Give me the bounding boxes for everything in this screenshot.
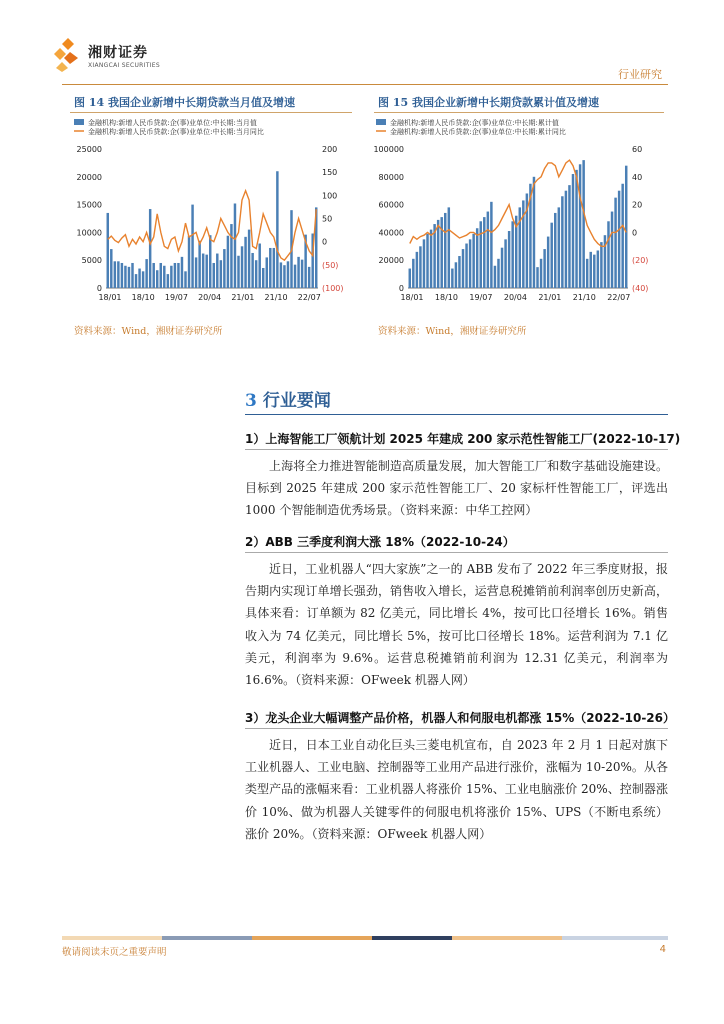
header-divider — [62, 84, 668, 85]
bar — [497, 259, 499, 288]
bar — [234, 203, 236, 288]
y-left-tick-label: 20000 — [76, 172, 102, 182]
news-body-1: 上海将全力推进智能制造高质量发展，加大智能工厂和数字基础设施建设。目标到 2025 年建成 200 家示范性智能工厂、20 家标杆性智能工厂，评选出 1000 个智能制造优秀场景。（资料来源：中华工控网） — [245, 459, 668, 518]
series-line — [108, 191, 316, 261]
bar — [590, 252, 592, 288]
bar — [223, 249, 225, 288]
bar — [160, 263, 162, 288]
bar — [504, 239, 506, 288]
bar — [258, 244, 260, 288]
y-left-tick-label: 0 — [96, 284, 102, 293]
news-title-2: 2）ABB 三季度利润大涨 18%（2022-10-24） — [245, 535, 515, 549]
bar — [423, 239, 425, 288]
bar — [565, 191, 567, 288]
x-tick-label: 18/10 — [434, 293, 458, 302]
bar — [572, 174, 574, 288]
y-right-tick-label: (50) — [322, 260, 339, 270]
bar — [138, 269, 140, 288]
y-right-tick-label: 100 — [322, 191, 338, 201]
bar — [156, 270, 158, 288]
footer-notice: 敬请阅读末页之重要声明 — [62, 947, 167, 958]
bar — [301, 260, 303, 288]
bar — [533, 177, 535, 288]
y-left-tick-label: 25000 — [76, 145, 102, 154]
bar — [444, 213, 446, 288]
bar — [419, 246, 421, 288]
legend-bar-label: 金融机构:新增人民币贷款:企(事)业单位:中长期:当月值 — [88, 119, 257, 127]
bar — [170, 266, 172, 288]
bar — [618, 191, 620, 288]
bar — [593, 255, 595, 288]
bar — [244, 237, 246, 288]
x-tick-label: 21/10 — [572, 293, 596, 302]
brand-logo-icon — [54, 38, 84, 72]
x-tick-label: 22/07 — [297, 293, 321, 302]
bar — [540, 259, 542, 288]
bar — [501, 248, 503, 288]
bar — [550, 223, 552, 288]
legend-line-label: 金融机构:新增人民币贷款:企(事)业单位:中长期:累计同比 — [390, 128, 566, 136]
x-tick-label: 18/10 — [131, 293, 155, 302]
y-left-tick-label: 80000 — [378, 172, 404, 182]
bar — [262, 268, 264, 288]
chart-15-title: 图 15 我国企业新增中长期贷款累计值及增速 — [378, 96, 599, 109]
bar — [191, 205, 193, 288]
y-right-tick-label: 40 — [632, 172, 643, 182]
bar — [110, 249, 112, 288]
bar — [448, 207, 450, 288]
news-title-1: 1）上海智能工厂领航计划 2025 年建成 200 家示范性智能工厂(2022-10-17) — [245, 432, 681, 446]
bar — [273, 248, 275, 288]
bar — [121, 263, 123, 288]
bar — [135, 274, 137, 288]
y-right-tick-label: 0 — [632, 228, 638, 238]
bar — [614, 198, 616, 288]
bar — [611, 212, 613, 288]
brand-logo — [54, 38, 160, 74]
footer-bar — [62, 936, 668, 940]
x-tick-label: 21/01 — [231, 293, 255, 302]
bar — [600, 242, 602, 288]
bar — [536, 267, 538, 288]
y-right-tick-label: (100) — [322, 284, 344, 293]
bar — [269, 248, 271, 288]
chart-14-rule — [70, 112, 352, 113]
bar — [597, 250, 599, 288]
legend-line-label: 金融机构:新增人民币贷款:企(事)业单位:中长期:当月同比 — [88, 128, 264, 136]
bar — [409, 269, 411, 288]
bar — [582, 160, 584, 288]
bar — [430, 230, 432, 288]
bar — [283, 265, 285, 288]
y-left-tick-label: 40000 — [378, 228, 404, 238]
bar — [276, 171, 278, 288]
y-right-tick-label: 20 — [632, 200, 643, 210]
bar — [248, 230, 250, 288]
bar — [163, 266, 165, 288]
news-divider-2 — [245, 552, 668, 553]
bar — [554, 213, 556, 288]
bar — [480, 221, 482, 288]
bar — [131, 263, 133, 288]
x-tick-label: 18/01 — [98, 293, 122, 302]
bar — [205, 255, 207, 288]
section-heading: 行业要闻 — [262, 391, 331, 411]
chart-14-source: 资料来源：Wind，湘财证券研究所 — [74, 326, 223, 337]
chart-14-title: 图 14 我国企业新增中长期贷款当月值及增速 — [74, 96, 295, 109]
bar — [476, 228, 478, 288]
bar — [107, 213, 109, 288]
bar — [426, 234, 428, 288]
bar — [511, 221, 513, 288]
legend-bar-swatch — [74, 119, 84, 125]
legend-bar-swatch — [376, 119, 386, 125]
bar — [202, 254, 204, 288]
bar — [149, 209, 151, 288]
bar — [114, 261, 116, 288]
bar — [177, 263, 179, 288]
bar — [184, 271, 186, 288]
section-number: 3 — [245, 391, 257, 411]
bar — [294, 265, 296, 288]
y-right-tick-label: (40) — [632, 284, 649, 293]
bar — [297, 257, 299, 288]
y-right-tick-label: 50 — [322, 214, 333, 224]
bar — [181, 257, 183, 288]
brand-name-en: XIANGCAI SECURITIES — [88, 62, 160, 69]
bar — [487, 212, 489, 288]
bar — [462, 249, 464, 288]
x-tick-label: 22/07 — [607, 293, 631, 302]
bar — [142, 271, 144, 288]
x-tick-label: 19/07 — [469, 293, 493, 302]
bar — [195, 257, 197, 288]
bar — [579, 164, 581, 288]
bar — [437, 220, 439, 288]
bar — [586, 259, 588, 288]
bar — [251, 253, 253, 288]
bar — [209, 235, 211, 288]
bar — [152, 263, 154, 288]
bar — [167, 274, 169, 288]
y-left-tick-label: 15000 — [76, 200, 102, 210]
bar — [237, 256, 239, 288]
bar — [568, 185, 570, 288]
bar — [416, 252, 418, 288]
bar — [547, 237, 549, 288]
x-tick-label: 21/10 — [264, 293, 288, 302]
y-right-tick-label: (20) — [632, 256, 649, 266]
news-body-3: 近日，日本工业自动化巨头三菱电机宣布，自 2023 年 2 月 1 日起对旗下工业机器人、工业电脑、控制器等工业用产品进行涨价，涨幅为 10-20%。从各类型产品的涨幅来看：工业机器人将涨价 15%、工业电脑涨价 20%、控制器涨价 10%、做为机器人关键零件的伺服电机将涨价 15%、UPS（不断电系统）涨价 20%。（资料来源：OFweek 机器人网） — [245, 738, 668, 841]
y-left-tick-label: 60000 — [378, 200, 404, 210]
page-number: 4 — [659, 944, 666, 955]
chart-15-rule — [374, 112, 664, 113]
news-divider-1 — [245, 449, 668, 450]
bar — [490, 202, 492, 288]
bar — [213, 263, 215, 288]
bar — [230, 224, 232, 288]
chart-14 — [66, 114, 358, 314]
x-tick-label: 20/04 — [503, 293, 527, 302]
bar — [227, 236, 229, 288]
bar — [412, 259, 414, 288]
bar — [241, 246, 243, 288]
bar — [188, 236, 190, 288]
bar — [561, 196, 563, 288]
bar — [472, 234, 474, 288]
y-left-tick-label: 10000 — [76, 228, 102, 238]
x-tick-label: 20/04 — [198, 293, 222, 302]
x-tick-label: 18/01 — [400, 293, 424, 302]
y-right-tick-label: 0 — [322, 237, 328, 247]
news-title-3: 3）龙头企业大幅调整产品价格，机器人和伺服电机都涨 15%（2022-10-26） — [245, 711, 676, 725]
y-right-tick-label: 60 — [632, 145, 643, 154]
bar — [216, 254, 218, 288]
y-left-tick-label: 20000 — [378, 256, 404, 266]
x-tick-label: 19/07 — [164, 293, 188, 302]
y-left-tick-label: 0 — [398, 284, 404, 293]
bar — [458, 256, 460, 288]
news-body-2: 近日，工业机器人“四大家族”之一的 ABB 发布了 2022 年三季度财报，报告期内实现订单增长强劲，销售收入增长，运营息税摊销前利润率创历史新高，具体来看：订单额为 82 亿美元，同比增长 4%，按可比口径增长 16%。销售收入为 74 亿美元，同比增长 5%，按可比口径增长 18%。运营利润为 7.1 亿美元，利润率为 9.6%。运营息税摊销前利润为 12.31 亿美元，利润率为 16.6%。（资料来源：OFweek 机器人网） — [245, 562, 668, 688]
bar — [607, 221, 609, 288]
news-divider-3 — [245, 728, 668, 729]
bar — [220, 260, 222, 288]
bar — [469, 239, 471, 288]
bar — [174, 263, 176, 288]
bar — [287, 261, 289, 288]
x-tick-label: 21/01 — [538, 293, 562, 302]
section-title — [245, 386, 331, 411]
section-divider — [245, 414, 668, 415]
bar — [558, 207, 560, 288]
bar — [575, 170, 577, 288]
legend-bar-label: 金融机构:新增人民币贷款:企(事)业单位:中长期:累计值 — [390, 119, 559, 127]
bar — [625, 166, 627, 288]
chart-15-source: 资料来源：Wind，湘财证券研究所 — [378, 326, 527, 337]
chart-15 — [368, 114, 668, 314]
y-right-tick-label: 200 — [322, 145, 338, 154]
bar — [621, 184, 623, 288]
bar — [308, 267, 310, 288]
bar — [198, 241, 200, 288]
bar — [255, 260, 257, 288]
bar — [124, 266, 126, 288]
bar — [451, 269, 453, 288]
bar — [543, 249, 545, 288]
y-left-tick-label: 5000 — [81, 256, 102, 266]
bar — [494, 266, 496, 288]
brand-name: 湘财证券 — [88, 45, 148, 61]
bar — [508, 231, 510, 288]
y-right-tick-label: 150 — [322, 168, 338, 178]
bar — [483, 217, 485, 288]
bar — [455, 262, 457, 288]
bar — [266, 257, 268, 288]
bar — [117, 261, 119, 288]
bar — [145, 259, 147, 288]
report-category: 行业研究 — [618, 68, 662, 81]
bar — [280, 262, 282, 288]
y-left-tick-label: 100000 — [373, 145, 404, 154]
bar — [465, 244, 467, 288]
bar — [128, 267, 130, 288]
